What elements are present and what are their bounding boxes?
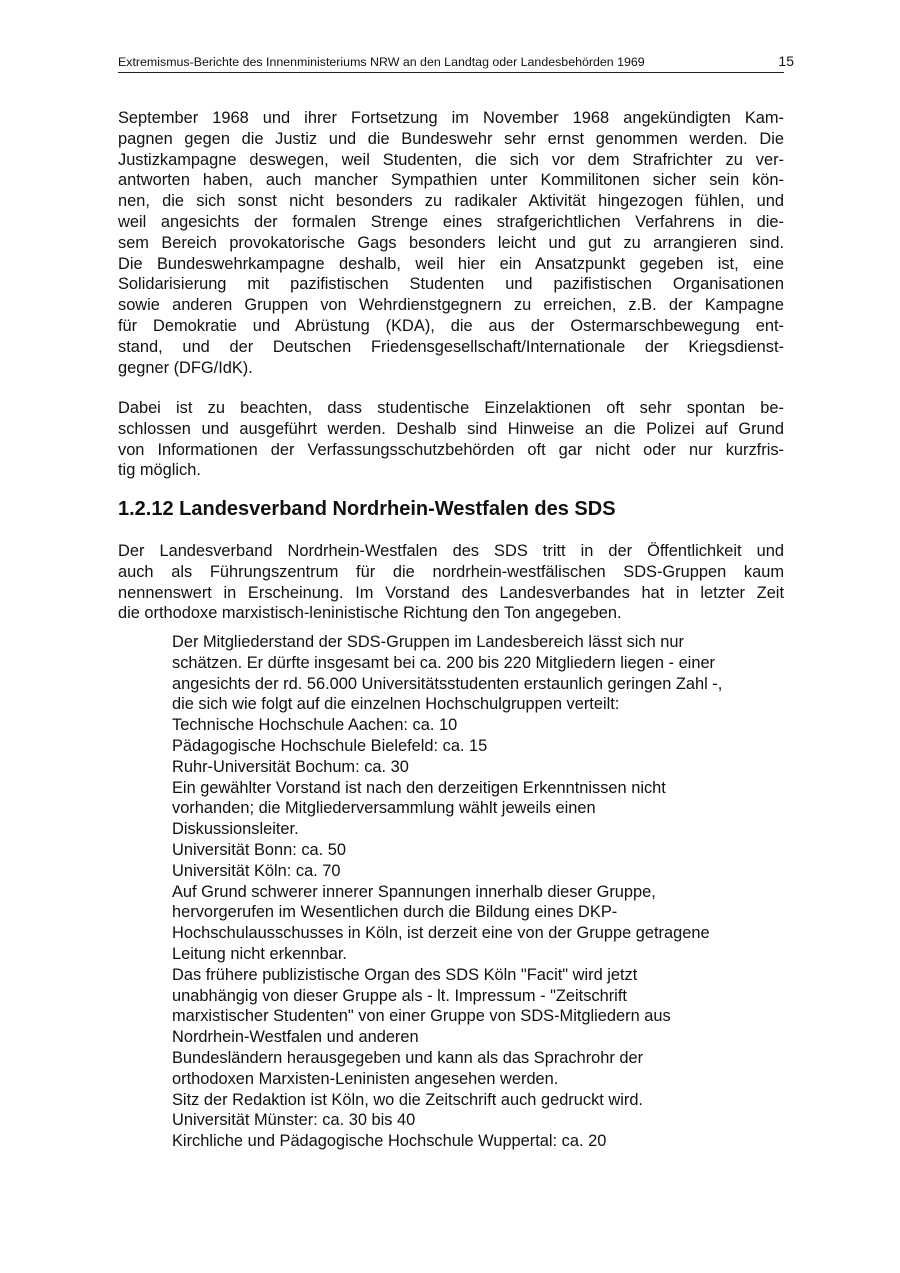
text-line: Solidarisierung mit pazifistischen Studenten und pazifistischen Organisationen	[118, 275, 784, 294]
text-line: September 1968 und ihrer Fortsetzung im November 1968 angekündigten Kam-	[118, 109, 784, 127]
quote-line: Auf Grund schwerer innerer Spannungen innerhalb dieser Gruppe,	[172, 882, 656, 901]
text-line: sowie anderen Gruppen von Wehrdienstgegnern zu erreichen, z.B. der Kampagne	[118, 296, 784, 315]
quote-line: Das frühere publizistische Organ des SDS Köln "Facit" wird jetzt	[172, 965, 638, 984]
text-line: nennenswert in Erscheinung. Im Vorstand des Landesverbandes hat in letzter Zeit	[118, 583, 784, 602]
quote-line: Leitung nicht erkennbar.	[172, 944, 347, 963]
text-line: pagnen gegen die Justiz und die Bundeswehr sehr ernst genommen werden. Die	[118, 129, 784, 148]
quote-line: orthodoxen Marxisten-Leninisten angesehen werden.	[172, 1069, 559, 1088]
quote-line: Bundesländern herausgegeben und kann als das Sprachrohr der	[172, 1048, 644, 1067]
quote-line: angesichts der rd. 56.000 Universitätsstudenten erstaunlich geringen Zahl -,	[172, 674, 723, 693]
quote-line: Technische Hochschule Aachen: ca. 10	[172, 716, 458, 735]
quote-line: unabhängig von dieser Gruppe als - lt. Impressum - "Zeitschrift	[172, 986, 627, 1005]
quote-line: Sitz der Redaktion ist Köln, wo die Zeitschrift auch gedruckt wird.	[172, 1090, 643, 1109]
quote-line: Universität Münster: ca. 30 bis 40	[172, 1111, 416, 1130]
text-line: weil angesichts der formalen Strenge eines strafgerichtlichen Verfahrens in die-	[118, 212, 784, 231]
text-line: von Informationen der Verfassungsschutzbehörden oft gar nicht oder nur kurzfris-	[118, 440, 784, 459]
quote-line: Universität Bonn: ca. 50	[172, 840, 347, 859]
quote-line: Hochschulausschusses in Köln, ist derzeit eine von der Gruppe getragene	[172, 924, 710, 943]
membership-quote-block	[172, 632, 792, 1152]
quote-line: Nordrhein-Westfalen und anderen	[172, 1028, 419, 1047]
text-line: Die Bundeswehrkampagne deshalb, weil hier ein Ansatzpunkt gegeben ist, eine	[118, 254, 784, 273]
text-line: stand, und der Deutschen Friedensgesellschaft/Internationale der Kriegsdienst-	[118, 337, 784, 356]
text-line: sem Bereich provokatorische Gags besonders leicht und gut zu arrangieren sind.	[118, 233, 784, 252]
paragraph-campaigns	[118, 108, 784, 378]
text-line: nen, die sich sonst nicht besonders zu radikaler Aktivität hingezogen fühlen, und	[118, 192, 784, 211]
quote-line: die sich wie folgt auf die einzelnen Hochschulgruppen verteilt:	[172, 695, 620, 714]
quote-line: Diskussionsleiter.	[172, 820, 299, 839]
quote-line: Ruhr-Universität Bochum: ca. 30	[172, 757, 409, 776]
running-header-title: Extremismus-Berichte des Innenministeriums NRW an den Landtag oder Landesbehörden 1969	[118, 55, 645, 69]
text-line: für Demokratie und Abrüstung (KDA), die aus der Ostermarschbewegung ent-	[118, 316, 784, 335]
text-line: gegner (DFG/IdK).	[118, 358, 253, 377]
text-line: schlossen und ausgeführt werden. Deshalb sind Hinweise an die Polizei auf Grund	[118, 419, 784, 438]
text-line: Der Landesverband Nordrhein-Westfalen des SDS tritt in der Öffentlichkeit und	[118, 542, 784, 560]
quote-line: hervorgerufen im Wesentlichen durch die Bildung eines DKP-	[172, 903, 618, 922]
text-line: die orthodoxe marxistisch-leninistische Richtung den Ton angegeben.	[118, 604, 622, 623]
text-line: auch als Führungszentrum für die nordrhein-westfälischen SDS-Gruppen kaum	[118, 562, 784, 581]
quote-line: Universität Köln: ca. 70	[172, 861, 341, 880]
text-line: Dabei ist zu beachten, dass studentische Einzelaktionen oft sehr spontan be-	[118, 399, 784, 417]
text-line: Justizkampagne deswegen, weil Studenten, die sich vor dem Strafrichter zu ver-	[118, 150, 784, 169]
text-line: antworten haben, auch mancher Sympathien unter Kommilitonen sicher sein kön-	[118, 171, 784, 190]
quote-line: Ein gewählter Vorstand ist nach den derzeitigen Erkenntnissen nicht	[172, 778, 666, 797]
page-header	[118, 52, 794, 73]
page-number: 15	[778, 53, 794, 69]
quote-line: Der Mitgliederstand der SDS-Gruppen im Landesbereich lässt sich nur	[172, 633, 684, 651]
text-line: tig möglich.	[118, 461, 201, 480]
quote-line: schätzen. Er dürfte insgesamt bei ca. 200 bis 220 Mitgliedern liegen - einer	[172, 653, 716, 672]
section-heading: 1.2.12 Landesverband Nordrhein-Westfalen des SDS	[118, 498, 616, 520]
paragraph-police-notes	[118, 398, 784, 481]
quote-line: vorhanden; die Mitgliederversammlung wählt jeweils einen	[172, 799, 596, 818]
quote-line: Kirchliche und Pädagogische Hochschule Wuppertal: ca. 20	[172, 1132, 607, 1151]
paragraph-landesverband	[118, 541, 784, 624]
quote-line: Pädagogische Hochschule Bielefeld: ca. 15	[172, 736, 488, 755]
quote-line: marxistischer Studenten" von einer Gruppe von SDS-Mitgliedern aus	[172, 1007, 671, 1026]
